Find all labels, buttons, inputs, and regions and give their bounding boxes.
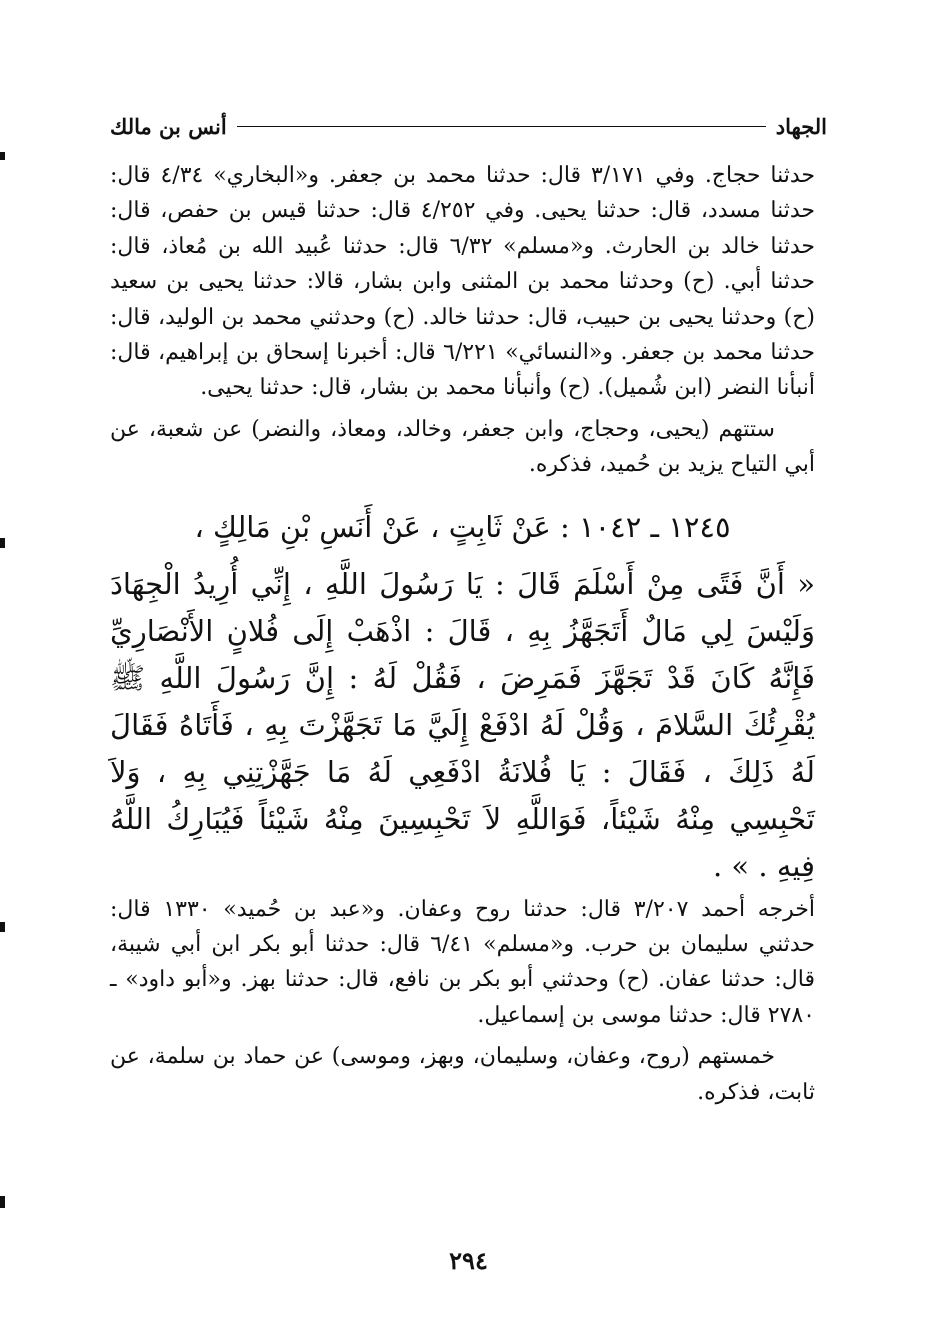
page-number: ٢٩٤ <box>449 1246 488 1275</box>
chain-summary: ستتهم (يحيى، وحجاج، وابن جعفر، وخالد، ومعاذ، والنضر) عن شعبة، عن أبي التياح يزيد بن حُميد، فذكره. <box>110 416 815 478</box>
page-content <box>110 158 815 1110</box>
header-rule <box>237 126 766 127</box>
hadith-heading: ١٢٤٥ ـ ١٠٤٢ : عَنْ ثَابِتٍ ، عَنْ أَنَسِ بْنِ مَالِكٍ ، <box>194 509 731 544</box>
scan-mark <box>0 152 5 160</box>
narrator-title: أنس بن مالك <box>110 113 227 139</box>
scan-mark <box>0 1196 5 1208</box>
scan-mark <box>0 922 5 932</box>
running-header <box>110 108 827 144</box>
takhrij-paragraph: أخرجه أحمد ٣/٢٠٧ قال: حدثنا روح وعفان. و«عبد بن حُميد» ١٣٣٠ قال: حدثني سليمان بن حرب. و«مسلم» ٦/٤١ قال: حدثنا أبو بكر ابن أبي شيبة، قال: حدثنا عفان. (ح) وحدثني أبو بكر بن نافع، قال: حدثنا بهز. و«أبو داود» ـ ٢٧٨٠ قال: حدثنا موسى بن إسماعيل. <box>110 896 816 1028</box>
chapter-title: الجهاد <box>775 113 827 139</box>
sources-paragraph: حدثنا حجاج. وفي ٣/١٧١ قال: حدثنا محمد بن جعفر. و«البخاري» ٤/٣٤ قال: حدثنا مسدد، قال: حدثنا يحيى. وفي ٤/٢٥٢ قال: حدثنا قيس بن حفص، قال: حدثنا خالد بن الحارث. و«مسلم» ٦/٣٢ قال: حدثنا عُبيد الله بن مُعاذ، قال: حدثنا أبي. (ح) وحدثنا محمد بن المثنى وابن بشار، قالا: حدثنا يحيى بن سعيد (ح) وحدثنا يحيى بن حبيب، قال: حدثنا خالد. (ح) وحدثني محمد بن الوليد، قال: حدثنا محمد بن جعفر. و«النسائي» ٦/٢٢١ قال: أخبرنا إسحاق بن إبراهيم، قال: أنبأنا النضر (ابن شُميل). (ح) وأنبأنا محمد بن بشار، قال: حدثنا يحيى. <box>110 163 815 401</box>
hadith-text: « أَنَّ فَتًى مِنْ أَسْلَمَ قَالَ : يَا رَسُولَ اللَّهِ ، إِنِّي أُرِيدُ الْجِهَادَ وَلَيْسَ لِي مَالٌ أَتَجَهَّزُ بِهِ ، قَالَ : اذْهَبْ إِلَى فُلانٍ الأَنْصَارِيِّ فَإِنَّهُ كَانَ قَدْ تَجَهَّزَ فَمَرِضَ ، فَقُلْ لَهُ : إِنَّ رَسُولَ اللَّهِ ﷺ يُقْرِئُكَ السَّلامَ ، وَقُلْ لَهُ ادْفَعْ إِلَيَّ مَا تَجَهَّزْتَ بِهِ ، فَأَتَاهُ فَقَالَ لَهُ ذَلِكَ ، فَقَالَ : يَا فُلانَةُ ادْفَعِي لَهُ مَا جَهَّزْتِنِي بِهِ ، وَلاَ تَحْبِسِي مِنْهُ شَيْئاً، فَوَاللَّهِ لاَ تَحْبِسِينَ مِنْهُ شَيْئاً فَيُبَارِكُ اللَّهُ فِيهِ . » . <box>110 566 815 883</box>
chain-summary-2: خمستهم (روح، وعفان، وسليمان، وبهز، وموسى) عن حماد بن سلمة، عن ثابت، فذكره. <box>110 1044 815 1105</box>
scan-mark <box>0 538 5 548</box>
